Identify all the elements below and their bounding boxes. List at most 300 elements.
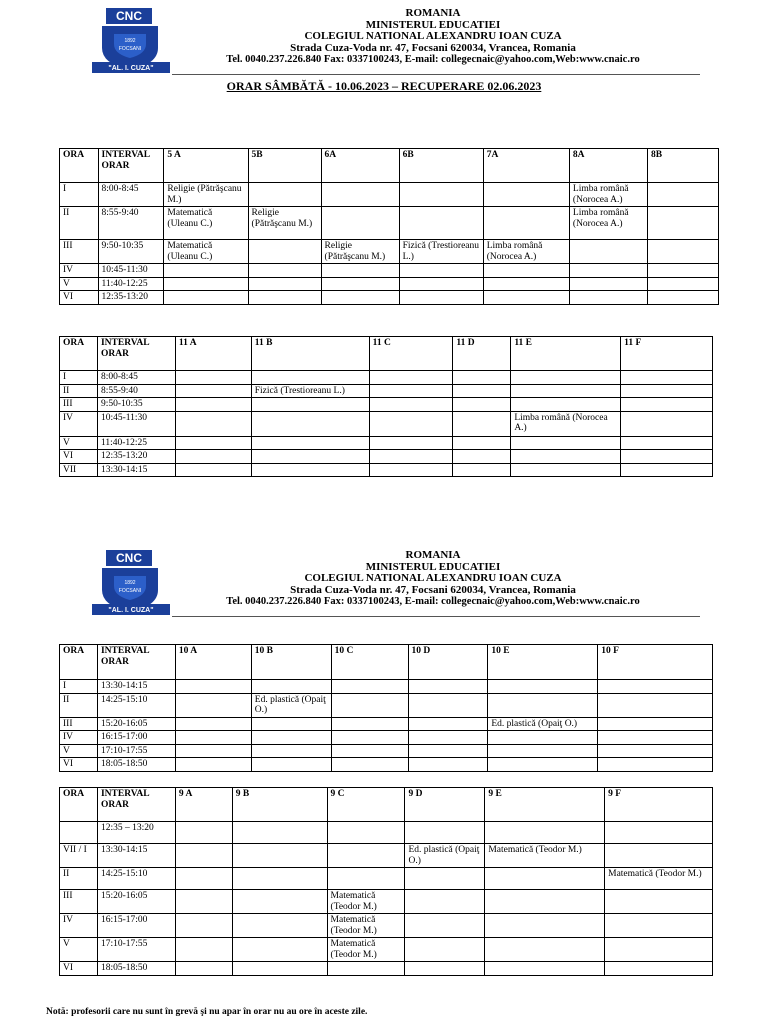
period-cell: III xyxy=(60,240,99,264)
table-row xyxy=(60,398,713,412)
class-cell xyxy=(327,844,405,868)
table-row xyxy=(60,680,713,694)
class-cell xyxy=(598,680,713,694)
class-cell xyxy=(647,207,718,240)
class-cell xyxy=(175,914,232,938)
class-cell xyxy=(251,758,331,772)
class-cell: Limba română (Norocea A.) xyxy=(511,411,621,436)
class-cell: Religie (Pătrăşcanu M.) xyxy=(248,207,321,240)
period-cell: V xyxy=(60,938,98,962)
class-cell xyxy=(327,822,405,844)
class-cell xyxy=(488,680,598,694)
interval-cell: 8:55-9:40 xyxy=(97,384,175,398)
class-cell xyxy=(175,463,251,477)
class-cell xyxy=(248,240,321,264)
logo-text: CNC xyxy=(116,9,142,23)
class-cell xyxy=(399,207,483,240)
period-cell: II xyxy=(60,868,98,890)
class-cell xyxy=(399,277,483,291)
interval-cell: 15:20-16:05 xyxy=(97,717,175,731)
class-cell xyxy=(331,758,408,772)
class-cell xyxy=(598,693,713,717)
class-cell xyxy=(621,371,713,385)
table-row xyxy=(60,868,713,890)
interval-cell: 8:00-8:45 xyxy=(98,183,164,207)
table-row xyxy=(60,384,713,398)
class-cell xyxy=(251,450,369,464)
column-header: 5B xyxy=(248,149,321,183)
column-header: 8B xyxy=(647,149,718,183)
period-cell: V xyxy=(60,277,99,291)
class-cell: Matematică (Teodor M.) xyxy=(605,868,713,890)
logo-name-2: "AL. I. CUZA" xyxy=(108,607,154,614)
period-cell: I xyxy=(60,183,99,207)
letterhead-divider-2 xyxy=(172,616,700,617)
column-header: 9 D xyxy=(405,788,485,822)
class-cell xyxy=(488,758,598,772)
class-cell xyxy=(408,731,488,745)
table-row xyxy=(60,183,719,207)
table-row xyxy=(60,207,719,240)
period-cell: VI xyxy=(60,962,98,976)
interval-cell: 18:05-18:50 xyxy=(97,962,175,976)
letterhead-address-2: Strada Cuza-Voda nr. 47, Focsani 620034, Vrancea, Romania xyxy=(290,583,576,596)
class-cell: Limba română (Norocea A.) xyxy=(569,183,647,207)
period-cell: III xyxy=(60,398,98,412)
column-header: ORA xyxy=(60,788,98,822)
logo-text-2: CNC xyxy=(116,551,142,565)
class-cell: Ed. plastică (Opaiţ O.) xyxy=(251,693,331,717)
period-cell: I xyxy=(60,371,98,385)
class-cell xyxy=(647,240,718,264)
class-cell xyxy=(485,868,605,890)
letterhead-divider xyxy=(172,74,700,75)
class-cell xyxy=(483,291,569,305)
class-cell xyxy=(331,680,408,694)
period-cell: IV xyxy=(60,264,99,278)
class-cell xyxy=(405,890,485,914)
class-cell xyxy=(598,731,713,745)
interval-cell: 12:35 – 13:20 xyxy=(97,822,175,844)
table-row xyxy=(60,277,719,291)
column-header: 8A xyxy=(569,149,647,183)
footer-note: Notă: profesorii care nu sunt în grevă şi nu apar în orar nu au ore în aceste zile. xyxy=(46,1007,368,1017)
class-cell xyxy=(232,914,327,938)
class-cell xyxy=(369,384,453,398)
class-cell xyxy=(485,938,605,962)
class-cell xyxy=(164,264,248,278)
class-cell xyxy=(408,680,488,694)
class-cell xyxy=(621,384,713,398)
class-cell xyxy=(369,463,453,477)
class-cell xyxy=(175,384,251,398)
class-cell xyxy=(647,291,718,305)
column-header: 9 E xyxy=(485,788,605,822)
table-row xyxy=(60,962,713,976)
class-cell xyxy=(321,207,399,240)
class-cell xyxy=(569,277,647,291)
column-header: 11 E xyxy=(511,337,621,371)
class-cell xyxy=(511,450,621,464)
class-cell xyxy=(511,463,621,477)
class-cell: Fizică (Trestioreanu L.) xyxy=(251,384,369,398)
interval-cell: 17:10-17:55 xyxy=(97,938,175,962)
column-header: ORA xyxy=(60,149,99,183)
logo-name: "AL. I. CUZA" xyxy=(108,65,154,72)
period-cell: V xyxy=(60,744,98,758)
interval-cell: 13:30-14:15 xyxy=(97,463,175,477)
table-row xyxy=(60,938,713,962)
class-cell xyxy=(485,822,605,844)
class-cell xyxy=(511,436,621,450)
class-cell xyxy=(369,411,453,436)
class-cell: Matematică (Teodor M.) xyxy=(327,914,405,938)
letterhead-address: Strada Cuza-Voda nr. 47, Focsani 620034, Vrancea, Romania xyxy=(290,41,576,54)
class-cell xyxy=(175,890,232,914)
class-cell xyxy=(405,962,485,976)
class-cell xyxy=(232,890,327,914)
class-cell xyxy=(399,291,483,305)
table-row xyxy=(60,411,713,436)
class-cell xyxy=(408,717,488,731)
period-cell: IV xyxy=(60,731,98,745)
class-cell: Matematică (Uleanu C.) xyxy=(164,240,248,264)
class-cell xyxy=(251,411,369,436)
class-cell: Matematică (Teodor M.) xyxy=(327,938,405,962)
period-cell: II xyxy=(60,207,99,240)
column-header: 11 A xyxy=(175,337,251,371)
class-cell xyxy=(175,717,251,731)
class-cell: Fizică (Trestioreanu L.) xyxy=(399,240,483,264)
period-cell xyxy=(60,822,98,844)
letterhead-country-2: ROMANIA xyxy=(405,549,461,561)
column-header: INTERVAL ORAR xyxy=(97,788,175,822)
class-cell xyxy=(232,844,327,868)
letterhead-school: COLEGIUL NATIONAL ALEXANDRU IOAN CUZA xyxy=(304,30,562,42)
letterhead-country: ROMANIA xyxy=(405,7,461,19)
class-cell xyxy=(598,758,713,772)
interval-cell: 17:10-17:55 xyxy=(97,744,175,758)
class-cell xyxy=(605,890,713,914)
table-row xyxy=(60,693,713,717)
class-cell xyxy=(164,277,248,291)
logo-city-2: FOCSANI xyxy=(118,588,142,594)
class-cell xyxy=(453,398,511,412)
table-row xyxy=(60,240,719,264)
table-row xyxy=(60,731,713,745)
column-header: 5 A xyxy=(164,149,248,183)
class-cell xyxy=(408,693,488,717)
class-cell xyxy=(621,463,713,477)
table-row xyxy=(60,436,713,450)
class-cell xyxy=(485,962,605,976)
schedule-table-10 xyxy=(59,644,713,772)
letterhead-school-2: COLEGIUL NATIONAL ALEXANDRU IOAN CUZA xyxy=(304,572,562,584)
class-cell xyxy=(605,914,713,938)
column-header: 10 F xyxy=(598,645,713,680)
class-cell xyxy=(511,371,621,385)
period-cell: IV xyxy=(60,914,98,938)
class-cell: Religie (Pătrăşcanu M.) xyxy=(164,183,248,207)
column-header: 10 C xyxy=(331,645,408,680)
interval-cell: 14:25-15:10 xyxy=(97,693,175,717)
period-cell: V xyxy=(60,436,98,450)
class-cell xyxy=(251,731,331,745)
period-cell: IV xyxy=(60,411,98,436)
class-cell xyxy=(569,240,647,264)
school-logo xyxy=(90,6,172,76)
class-cell xyxy=(405,868,485,890)
column-header: INTERVAL ORAR xyxy=(98,149,164,183)
logo-year-2: 1892 xyxy=(124,580,136,586)
table-row xyxy=(60,844,713,868)
class-cell xyxy=(175,680,251,694)
table-row xyxy=(60,890,713,914)
class-cell xyxy=(511,398,621,412)
class-cell xyxy=(232,938,327,962)
class-cell xyxy=(175,693,251,717)
class-cell xyxy=(331,744,408,758)
interval-cell: 9:50-10:35 xyxy=(98,240,164,264)
class-cell xyxy=(647,183,718,207)
interval-cell: 16:15-17:00 xyxy=(97,731,175,745)
class-cell xyxy=(405,938,485,962)
column-header: 9 C xyxy=(327,788,405,822)
column-header: 9 B xyxy=(232,788,327,822)
class-cell xyxy=(321,183,399,207)
column-header: 10 D xyxy=(408,645,488,680)
period-cell: VI xyxy=(60,450,98,464)
class-cell xyxy=(511,384,621,398)
column-header: 10 A xyxy=(175,645,251,680)
letterhead-contact: Tel. 0040.237.226.840 Fax: 0337100243, E-mail: collegecnaic@yahoo.com,Web:www.cnaic.ro xyxy=(226,54,640,65)
interval-cell: 13:30-14:15 xyxy=(97,680,175,694)
interval-cell: 11:40-12:25 xyxy=(97,436,175,450)
class-cell xyxy=(232,868,327,890)
class-cell xyxy=(175,436,251,450)
class-cell xyxy=(251,463,369,477)
class-cell xyxy=(621,436,713,450)
interval-cell: 12:35-13:20 xyxy=(98,291,164,305)
column-header: INTERVAL ORAR xyxy=(97,645,175,680)
class-cell xyxy=(369,436,453,450)
column-header: 7A xyxy=(483,149,569,183)
period-cell: VII / I xyxy=(60,844,98,868)
period-cell: VI xyxy=(60,291,99,305)
class-cell xyxy=(647,277,718,291)
logo-year: 1892 xyxy=(124,38,136,44)
letterhead-ministry-2: MINISTERUL EDUCATIEI xyxy=(365,560,501,573)
interval-cell: 12:35-13:20 xyxy=(97,450,175,464)
column-header: ORA xyxy=(60,645,98,680)
interval-cell: 13:30-14:15 xyxy=(97,844,175,868)
column-header: 11 B xyxy=(251,337,369,371)
class-cell xyxy=(453,463,511,477)
class-cell xyxy=(453,384,511,398)
class-cell xyxy=(175,411,251,436)
class-cell xyxy=(251,680,331,694)
class-cell xyxy=(248,291,321,305)
table-row xyxy=(60,717,713,731)
interval-cell: 15:20-16:05 xyxy=(97,890,175,914)
column-header: 6B xyxy=(399,149,483,183)
class-cell xyxy=(331,717,408,731)
period-cell: II xyxy=(60,693,98,717)
class-cell: Ed. plastică (Opaiţ O.) xyxy=(405,844,485,868)
class-cell xyxy=(488,693,598,717)
class-cell: Religie (Pătrăşcanu M.) xyxy=(321,240,399,264)
class-cell xyxy=(164,291,248,305)
column-header: 9 F xyxy=(605,788,713,822)
period-cell: II xyxy=(60,384,98,398)
class-cell xyxy=(488,744,598,758)
period-cell: I xyxy=(60,680,98,694)
class-cell xyxy=(248,277,321,291)
class-cell: Matematică (Teodor M.) xyxy=(485,844,605,868)
class-cell xyxy=(251,436,369,450)
class-cell: Matematică (Uleanu C.) xyxy=(164,207,248,240)
schedule-table-5-8 xyxy=(59,148,719,305)
class-cell xyxy=(232,822,327,844)
period-cell: III xyxy=(60,717,98,731)
letterhead-top xyxy=(90,6,700,76)
schedule-table-11 xyxy=(59,336,713,477)
class-cell xyxy=(331,731,408,745)
class-cell xyxy=(321,291,399,305)
table-row xyxy=(60,744,713,758)
interval-cell: 8:55-9:40 xyxy=(98,207,164,240)
class-cell: Ed. plastică (Opaiţ O.) xyxy=(488,717,598,731)
class-cell xyxy=(605,844,713,868)
class-cell xyxy=(331,693,408,717)
class-cell xyxy=(175,450,251,464)
table-row xyxy=(60,822,713,844)
column-header: 6A xyxy=(321,149,399,183)
period-cell: VI xyxy=(60,758,98,772)
class-cell xyxy=(405,822,485,844)
class-cell xyxy=(453,436,511,450)
class-cell: Matematică (Teodor M.) xyxy=(327,890,405,914)
table-row xyxy=(60,450,713,464)
table-row xyxy=(60,758,713,772)
class-cell xyxy=(369,371,453,385)
class-cell xyxy=(251,717,331,731)
class-cell xyxy=(251,371,369,385)
class-cell xyxy=(321,277,399,291)
interval-cell: 16:15-17:00 xyxy=(97,914,175,938)
logo-city: FOCSANI xyxy=(118,46,142,52)
class-cell xyxy=(485,914,605,938)
class-cell xyxy=(399,264,483,278)
letterhead-contact-2: Tel. 0040.237.226.840 Fax: 0337100243, E-mail: collegecnaic@yahoo.com,Web:www.cnaic.ro xyxy=(226,596,640,607)
column-header: 10 E xyxy=(488,645,598,680)
class-cell xyxy=(405,914,485,938)
page-title: ORAR SÂMBĂTĂ - 10.06.2023 – RECUPERARE 02.06.2023 xyxy=(226,79,542,93)
table-header-row xyxy=(60,645,713,680)
class-cell xyxy=(483,277,569,291)
class-cell xyxy=(175,758,251,772)
class-cell: Limba română (Norocea A.) xyxy=(569,207,647,240)
table-row xyxy=(60,371,713,385)
class-cell xyxy=(251,744,331,758)
class-cell xyxy=(569,291,647,305)
interval-cell: 8:00-8:45 xyxy=(97,371,175,385)
class-cell xyxy=(605,962,713,976)
class-cell xyxy=(175,371,251,385)
class-cell xyxy=(175,868,232,890)
table-row xyxy=(60,914,713,938)
interval-cell: 9:50-10:35 xyxy=(97,398,175,412)
column-header: INTERVAL ORAR xyxy=(97,337,175,371)
class-cell xyxy=(248,183,321,207)
interval-cell: 18:05-18:50 xyxy=(97,758,175,772)
class-cell xyxy=(605,938,713,962)
period-cell: VII xyxy=(60,463,98,477)
class-cell xyxy=(175,822,232,844)
class-cell xyxy=(621,411,713,436)
class-cell xyxy=(369,450,453,464)
interval-cell: 10:45-11:30 xyxy=(97,411,175,436)
column-header: 9 A xyxy=(175,788,232,822)
letterhead-ministry: MINISTERUL EDUCATIEI xyxy=(365,18,501,31)
letterhead-bottom xyxy=(90,548,700,618)
class-cell xyxy=(248,264,321,278)
table-row xyxy=(60,264,719,278)
class-cell xyxy=(399,183,483,207)
class-cell xyxy=(621,450,713,464)
class-cell xyxy=(453,411,511,436)
class-cell xyxy=(598,717,713,731)
column-header: ORA xyxy=(60,337,98,371)
class-cell xyxy=(408,758,488,772)
class-cell xyxy=(453,371,511,385)
class-cell xyxy=(598,744,713,758)
column-header: 11 C xyxy=(369,337,453,371)
interval-cell: 14:25-15:10 xyxy=(97,868,175,890)
class-cell xyxy=(251,398,369,412)
class-cell xyxy=(175,938,232,962)
class-cell xyxy=(175,731,251,745)
letterhead-text xyxy=(168,8,698,66)
class-cell xyxy=(483,264,569,278)
table-header-row xyxy=(60,337,713,371)
class-cell xyxy=(327,868,405,890)
interval-cell: 11:40-12:25 xyxy=(98,277,164,291)
class-cell xyxy=(569,264,647,278)
letterhead-text-2 xyxy=(168,550,698,608)
school-logo-2 xyxy=(90,548,172,618)
class-cell xyxy=(175,962,232,976)
class-cell xyxy=(175,398,251,412)
class-cell xyxy=(232,962,327,976)
class-cell xyxy=(327,962,405,976)
interval-cell: 10:45-11:30 xyxy=(98,264,164,278)
class-cell xyxy=(485,890,605,914)
class-cell xyxy=(488,731,598,745)
column-header: 11 F xyxy=(621,337,713,371)
table-row xyxy=(60,463,713,477)
schedule-table-9 xyxy=(59,787,713,976)
class-cell xyxy=(175,844,232,868)
table-header-row xyxy=(60,788,713,822)
class-cell xyxy=(483,207,569,240)
column-header: 10 B xyxy=(251,645,331,680)
class-cell xyxy=(453,450,511,464)
column-header: 11 D xyxy=(453,337,511,371)
class-cell xyxy=(175,744,251,758)
class-cell xyxy=(369,398,453,412)
class-cell xyxy=(621,398,713,412)
